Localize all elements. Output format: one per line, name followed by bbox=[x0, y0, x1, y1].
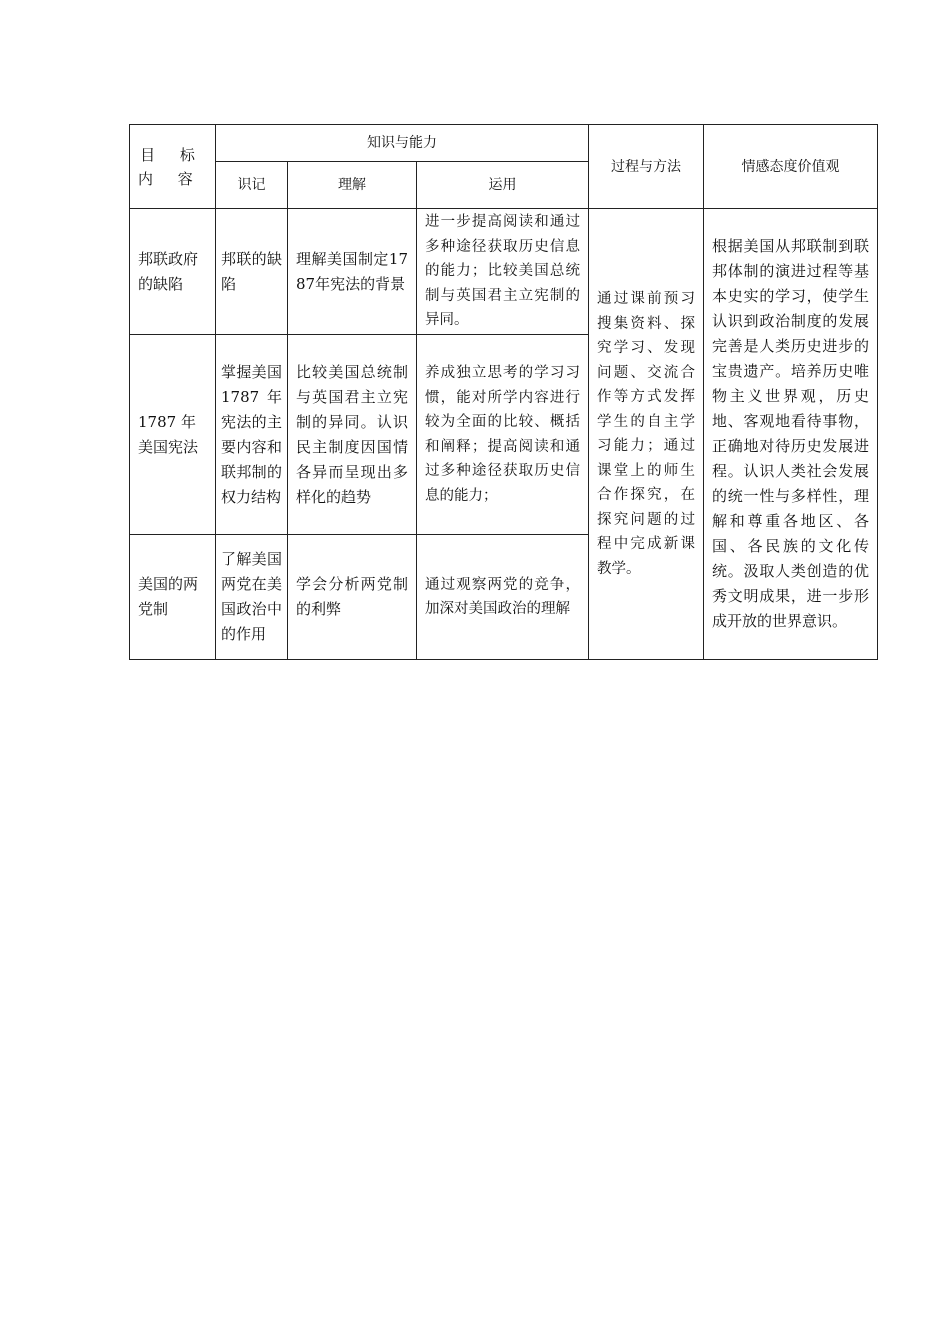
values-header: 情感态度价值观 bbox=[704, 125, 878, 209]
corner-top-label: 目 标 bbox=[140, 145, 205, 164]
header-row-1 bbox=[130, 125, 878, 162]
row-label: 1787 年美国宪法 bbox=[130, 335, 216, 535]
knowledge-header: 知识与能力 bbox=[216, 125, 589, 162]
understand-cell: 学会分析两党制的利弊 bbox=[288, 535, 417, 660]
apply-cell: 养成独立思考的学习习惯，能对所学内容进行较为全面的比较、概括和阐释；提高阅读和通过多种途径获取历史信息的能力； bbox=[417, 335, 589, 535]
process-header: 过程与方法 bbox=[589, 125, 704, 209]
values-cell: 根据美国从邦联制到联邦体制的演进过程等基本史实的学习，使学生认识到政治制度的发展完善是人类历史进步的宝贵遗产。培养历史唯物主义世界观，历史地、客观地看待事物，正确地对待历史发展进程。认识人类社会发展的统一性与多样性，理解和尊重各地区、各国、各民族的文化传统。汲取人类创造的优秀文明成果，进一步形成开放的世界意识。 bbox=[704, 209, 878, 660]
row-label: 美国的两党制 bbox=[130, 535, 216, 660]
understand-header: 理解 bbox=[288, 162, 417, 209]
row-label: 邦联政府的缺陷 bbox=[130, 209, 216, 335]
understand-cell: 理解美国制定1787年宪法的背景 bbox=[288, 209, 417, 335]
objectives-table bbox=[129, 124, 878, 660]
apply-header: 运用 bbox=[417, 162, 589, 209]
recall-cell: 了解美国两党在美国政治中的作用 bbox=[216, 535, 288, 660]
process-cell: 通过课前预习搜集资料、探究学习、发现问题、交流合作等方式发挥学生的自主学习能力；通过课堂上的师生合作探究，在探究问题的过程中完成新课教学。 bbox=[589, 209, 704, 660]
recall-cell: 掌握美国1787年宪法的主要内容和联邦制的权力结构 bbox=[216, 335, 288, 535]
table-row bbox=[130, 209, 878, 335]
recall-cell: 邦联的缺陷 bbox=[216, 209, 288, 335]
recall-header: 识记 bbox=[216, 162, 288, 209]
corner-bottom-label: 内 容 bbox=[138, 169, 203, 188]
understand-cell: 比较美国总统制与英国君主立宪制的异同。认识民主制度因国情各异而呈现出多样化的趋势 bbox=[288, 335, 417, 535]
corner-cell bbox=[130, 125, 216, 209]
apply-cell: 通过观察两党的竞争，加深对美国政治的理解 bbox=[417, 535, 589, 660]
apply-cell: 进一步提高阅读和通过多种途径获取历史信息的能力；比较美国总统制与英国君主立宪制的异同。 bbox=[417, 209, 589, 335]
